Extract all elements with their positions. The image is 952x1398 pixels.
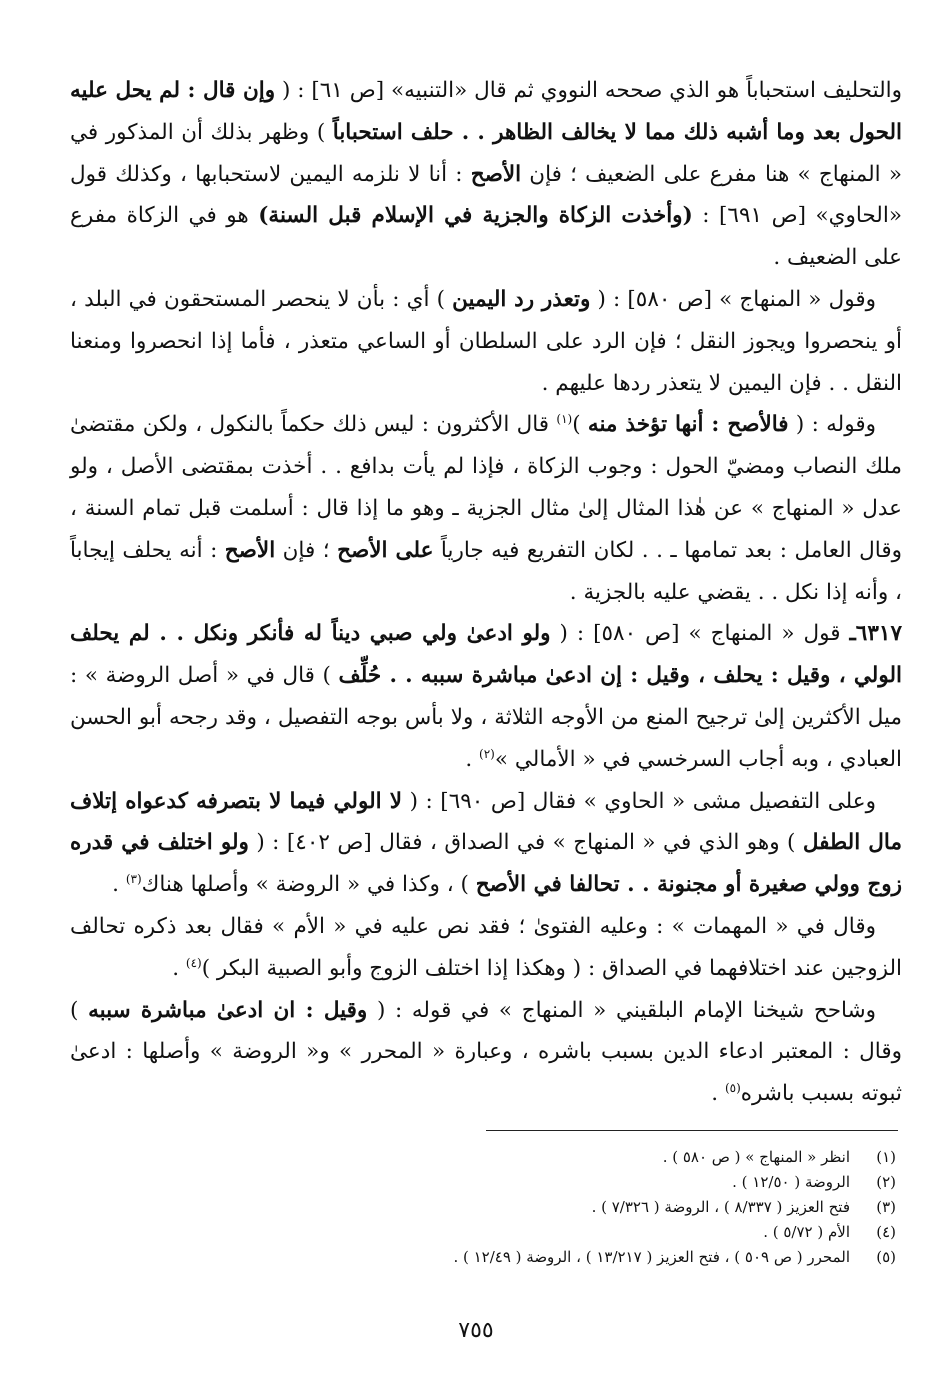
text-run: وعلى التفصيل مشى « الحاوي » فقال [ص ٦٩٠] : ( [402,788,876,814]
footnote-number: (٤) [876,1223,896,1241]
text-run: ) وظهر بذلك أن المذكور في « المنهاج » هنا مفرع على الضعيف ؛ فإن [70,119,902,187]
footnote-ref: (٢) [479,746,495,761]
paragraph-6 [70,906,902,990]
bold-text-run: على الأصح [337,537,434,563]
text-run: : أنه يحلف إيجاباً ، وأنه إذا نكل . . يقضي عليه بالجزية . [70,537,902,605]
paragraph-5 [70,781,902,906]
footnote-number: (٢) [876,1173,896,1191]
footnote-3 [70,1195,896,1220]
text-run: ) أي : بأن لا ينحصر المستحقون في البلد ، أو ينحصروا ويجوز النقل ؛ فإن الرد على السلطان أو الساعي متعذر ، فأما إذا انحصروا ومنعنا النقل . . فإن اليمين لا يتعذر ردها عليهم . [70,286,902,396]
bold-text-run: وإن قال : لم يحل عليه الحول بعد وما أشبه ذلك مما لا يخالف الظاهر . . حلف استحباباً [70,78,902,145]
text-run: قال الأكثرون : ليس ذلك حكماً بالنكول ، ولكن مقتضىٰ ملك النصاب ومضيّ الحول : وجوب الزكاة ، فإذا لم يأت بدافع . . أخذت بمقتضى الأصل ، ولو عدل « المنهاج » عن هٰذا المثال إلىٰ مثال الجزية ـ وهو ما إذا قال : أسلمت قبل تمام السنة ، وقال العامل : بعد تمامها ـ . . لكان التفريع فيه جارياً [70,412,902,563]
paragraph-1 [70,70,902,279]
bold-text-run: وقيل : ان ادعىٰ مباشرة سببه [88,997,368,1023]
text-run: ؛ فإن [275,537,338,563]
text-run: وقوله : ( [788,412,876,438]
footnote-text: الأم ( ٥/٧٢ ) . [763,1223,850,1241]
footnote-ref: (٣) [125,871,142,886]
bold-text-run: الأصح [224,537,276,563]
footnotes [70,1145,896,1270]
bold-text-run: لا الولي فيما لا بتصرفه كدعواه إتلاف مال الطفل [70,788,903,856]
text-run: . [172,955,186,981]
footnote-ref: (٤) [185,955,202,970]
text-run: ) وقال : المعتبر ادعاء الدين بسبب باشره ، وعبارة « المحرر » و« الروضة » وأصلها : ادعىٰ ثبوته بسبب باشره [70,997,902,1107]
footnote-2 [70,1170,896,1195]
bold-text-run: (وأخذت الزكاة والجزية في الإسلام قبل السنة) [258,203,693,229]
bold-text-run: وتعذر رد اليمين [452,286,591,312]
footnote-number: (٣) [876,1198,896,1216]
page-body [70,70,902,1115]
text-run: ) ، وكذا في « الروضة » وأصلها هناك [141,872,476,898]
text-run: . [711,1081,725,1107]
footnote-ref: (١) [556,412,573,427]
footnote-text: فتح العزيز ( ٨/٣٣٧ ) ، الروضة ( ٧/٣٢٦ ) . [591,1198,850,1216]
bold-text-run: الأصح [470,161,522,187]
footnote-ref: (٥) [724,1080,741,1095]
entry-number: ٦٣١٧ـ [849,621,902,647]
paragraph-4 [70,613,902,780]
text-run: وشاحح شيخنا الإمام البلقيني « المنهاج » في قوله : ( [367,997,876,1023]
text-run: ) [572,412,588,438]
footnote-text: الروضة ( ١٢/٥٠ ) . [732,1173,850,1191]
bold-text-run: ولو ادعىٰ ولي صبي ديناً له فأنكر ونكل . . لم يحلف الولي ، وقيل : يحلف ، وقيل : إن ادعىٰ مباشرة سببه . . حُلِّف [70,621,902,689]
paragraph-3 [70,404,902,613]
text-run: ) قال في « أصل الروضة » : ميل الأكثرين إلىٰ ترجيح المنع من الأوجه الثلاثة ، ولا بأس بوجه التفصيل ، وقد رجحه أبو الحسن العبادي ، وبه أجاب السرخسي في « الأمالي » [70,663,902,772]
text-run: . [465,746,480,772]
footnote-5 [70,1245,896,1270]
text-run: . [112,872,126,898]
footnote-number: (١) [876,1148,896,1166]
paragraph-2 [70,279,902,404]
text-run: : أنا لا نلزمه اليمين لاستحبابها ، وكذلك قول «الحاوي» [ص ٦٩١] : [70,161,902,229]
paragraph-7 [70,990,902,1115]
footnote-text: المحرر ( ص ٥٠٩ ) ، فتح العزيز ( ١٣/٢١٧ ) ، الروضة ( ١٢/٤٩ ) . [453,1248,850,1266]
text-run: ) وهو الذي في « المنهاج » في الصداق ، فقال [ص ٤٠٢] : ( [248,830,803,856]
footnote-number: (٥) [876,1248,896,1266]
bold-text-run: فالأصح : أنها تؤخذ منه [587,412,789,438]
text-run: وقول « المنهاج » [ص ٥٨٠] : ( [590,286,876,312]
footnote-4 [70,1220,896,1245]
footnote-separator [486,1130,898,1131]
text-run: والتحليف استحباباً هو الذي صححه النووي ثم قال «التنبيه» [ص ٦١] : ( [275,78,903,103]
footnote-1 [70,1145,896,1170]
text-run: هو في الزكاة مفرع على الضعيف . [70,203,902,271]
text-run: قول « المنهاج » [ص ٥٨٠] : ( [550,621,850,647]
bold-text-run: ولو اختلف في قدره زوج وولي صغيرة أو مجنونة . . تحالفا في الأصح [70,830,902,898]
text-run: وقال في « المهمات » : وعليه الفتوىٰ ؛ فقد نص عليه في « الأم » فقال بعد ذكره تحالف الزوجين عند اختلافهما في الصداق : ( وهكذا إذا اختلف الزوج وأبو الصبية البكر ) [70,913,902,981]
page-number: ٧٥٥ [458,1318,494,1343]
footnote-text: انظر « المنهاج » ( ص ٥٨٠ ) . [662,1148,850,1166]
